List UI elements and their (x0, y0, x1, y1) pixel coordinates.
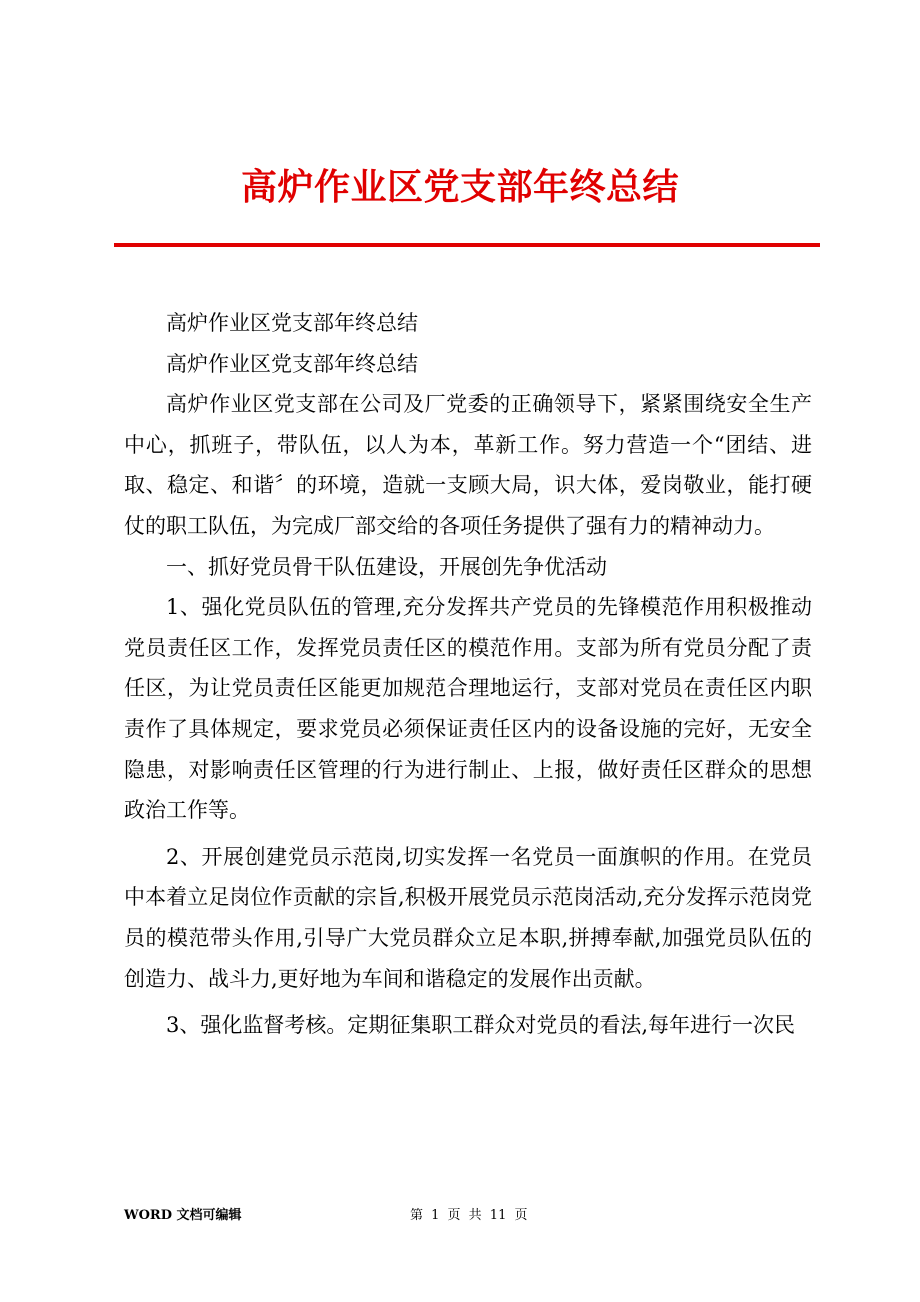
document-title: 高炉作业区党支部年终总结 (240, 166, 679, 208)
body-paragraph: 3、强化监督考核。定期征集职工群众对党员的看法,每年进行一次民 (166, 1013, 796, 1038)
document-body (124, 303, 812, 1046)
body-paragraph: 高炉作业区党支部年终总结 (166, 311, 418, 335)
body-paragraph: 2、开展创建党员示范岗,切实发挥一名党员一面旗帜的作用。在党员中本着立足岗位作贡献的宗旨,积极开展党员示范岗活动,充分发挥示范岗党员的模范带头作用,引导广大党员群众立足本职,拼搏奉献,加强党员队伍的创造力、战斗力,更好地为车间和谐稳定的发展作出贡献。 (124, 844, 812, 991)
page-number: 第 1 页 共 11 页 (410, 1208, 528, 1223)
body-paragraph: 高炉作业区党支部在公司及厂党委的正确领导下，紧紧围绕安全生产中心，抓班子，带队伍，以人为本，革新工作。努力营造一个“团结、进取、稳定、和谐〞的环境，造就一支顾大局，识大体，爱岗敬业，能打硬仗的职工队伍，为完成厂部交给的各项任务提供了强有力的精神动力。 (124, 392, 812, 538)
footer-label: WORD 文档可编辑 (124, 1208, 242, 1223)
title-divider (114, 243, 820, 247)
section-heading: 一、抓好党员骨干队伍建设，开展创先争优活动 (166, 554, 607, 579)
body-paragraph: 高炉作业区党支部年终总结 (166, 351, 418, 376)
body-paragraph: 1、强化党员队伍的管理,充分发挥共产党员的先锋模范作用积极推动党员责任区工作，发挥党员责任区的模范作用。支部为所有党员分配了责任区，为让党员责任区能更加规范合理地运行，支部对党员在责任区内职责作了具体规定，要求党员必须保证责任区内的设备设施的完好，无安全隐患，对影响责任区管理的行为进行制止、上报，做好责任区群众的思想政治工作等。 (124, 595, 812, 823)
